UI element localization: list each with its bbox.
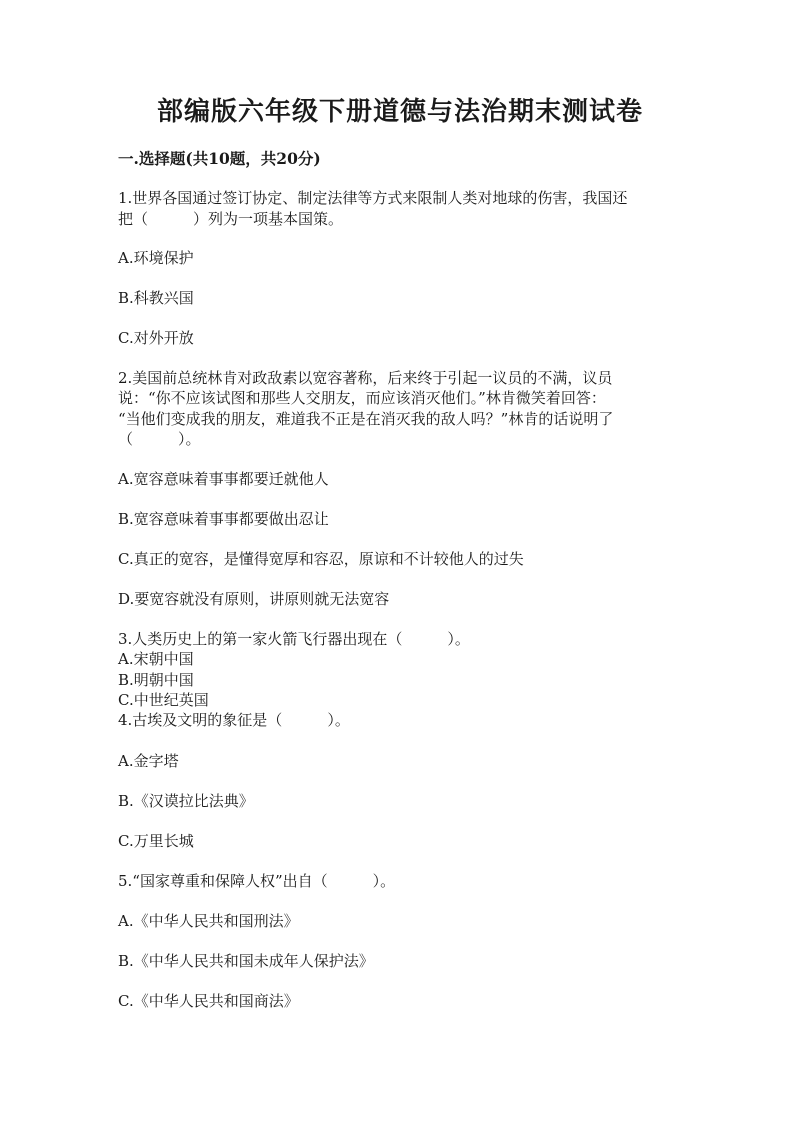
question-2-stem-line-1: 2.美国前总统林肯对政敌素以宽容著称，后来终于引起一议员的不满，议员 <box>118 369 613 387</box>
question-3-stem: 3.人类历史上的第一家火箭飞行器出现在（ ）。 <box>118 630 470 648</box>
section-heading: 一.选择题(共10题，共20分) <box>118 149 321 168</box>
question-1-stem-line-1: 1.世界各国通过签订协定、制定法律等方式来限制人类对地球的伤害，我国还 <box>118 189 628 207</box>
question-4-option-c: C.万里长城 <box>118 832 194 850</box>
question-4-stem: 4.古埃及文明的象征是（ ）。 <box>118 711 350 729</box>
question-2-option-b: B.宽容意味着事事都要做出忍让 <box>118 510 329 528</box>
page-title: 部编版六年级下册道德与法治期末测试卷 <box>156 97 643 127</box>
question-1-option-b: B.科教兴国 <box>118 289 194 307</box>
question-1-option-c: C.对外开放 <box>118 329 194 347</box>
question-2-option-a: A.宽容意味着事事都要迁就他人 <box>118 470 329 488</box>
question-3-option-b: B.明朝中国 <box>118 671 194 689</box>
question-1-option-a: A.环境保护 <box>118 249 194 267</box>
question-2-stem-line-2: 说：“你不应该试图和那些人交朋友，而应该消灭他们。”林肯微笑着回答： <box>118 389 606 407</box>
question-5-option-c: C.《中华人民共和国商法》 <box>118 992 299 1010</box>
question-2-stem-line-4: （ ）。 <box>118 430 201 448</box>
question-1-stem-line-2: 把（ ）列为一项基本国策。 <box>118 210 344 228</box>
question-5-option-b: B.《中华人民共和国未成年人保护法》 <box>118 952 374 970</box>
question-2-stem-line-3: “当他们变成我的朋友，难道我不正是在消灭我的敌人吗？”林肯的话说明了 <box>118 410 614 428</box>
question-3-option-a: A.宋朝中国 <box>118 650 194 668</box>
question-2-option-c: C.真正的宽容，是懂得宽厚和容忍，原谅和不计较他人的过失 <box>118 550 524 568</box>
question-5-stem: 5.“国家尊重和保障人权”出自（ ）。 <box>118 872 396 890</box>
question-4-option-b: B.《汉谟拉比法典》 <box>118 792 254 810</box>
question-4-option-a: A.金字塔 <box>118 752 179 770</box>
question-2-option-d: D.要宽容就没有原则，讲原则就无法宽容 <box>118 590 390 608</box>
question-3-option-c: C.中世纪英国 <box>118 691 209 709</box>
question-5-option-a: A.《中华人民共和国刑法》 <box>118 912 299 930</box>
